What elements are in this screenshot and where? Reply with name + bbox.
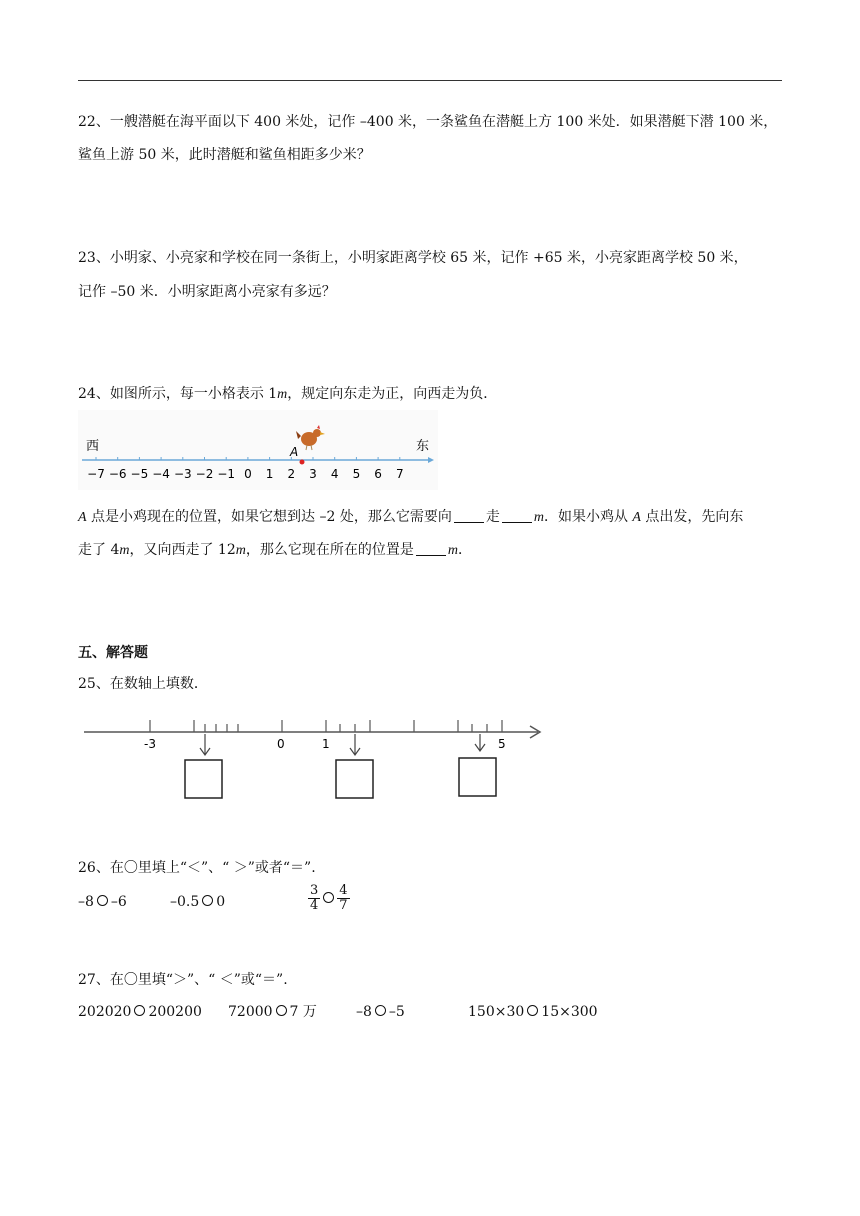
tick-label: −1	[217, 467, 236, 481]
q24-unit-5: m	[447, 543, 458, 558]
tick-label: 0	[244, 467, 252, 481]
answer-blank-position[interactable]	[416, 541, 446, 556]
q23-line1: 23、小明家、小亮家和学校在同一条街上，小明家距离学校 65 米，记作 +65 米，小亮家距离学校 50 米，	[78, 250, 748, 266]
q26-e1-left: –8	[78, 894, 94, 910]
q24-l2-a: 走了 4	[78, 542, 120, 558]
q24-l1-a: A	[78, 510, 87, 525]
q27-expressions	[78, 1002, 788, 1026]
q24-unit-2: m	[533, 510, 544, 525]
down-arrow-icons	[200, 734, 485, 755]
label-1: 1	[322, 737, 330, 751]
q22-line1: 22、一艘潜艇在海平面以下 400 米处，记作 –400 米，一条鲨鱼在潜艇上方 100 米处．如果潜艇下潜 100 米，	[78, 114, 778, 130]
point-a-label: A	[290, 445, 299, 459]
answer-blank-direction[interactable]	[454, 508, 484, 523]
q27-text: 27、在〇里填“＞”、“ ＜”或“＝”.	[78, 972, 288, 988]
west-label: 西	[86, 439, 100, 454]
compare-circle[interactable]	[97, 895, 108, 906]
answer-box-1[interactable]	[185, 760, 222, 798]
q27-e1-right: 200200	[148, 1004, 202, 1020]
answer-box-2[interactable]	[336, 760, 373, 798]
q24-l2-b: ，又向西走了 12	[129, 542, 236, 558]
q24-unit-4: m	[235, 543, 246, 558]
q24-question-line2	[78, 540, 788, 561]
tick-label: −5	[130, 467, 149, 481]
q27-e2-right: 7 万	[289, 1004, 317, 1020]
point-a-dot	[300, 460, 305, 465]
q27-e4-left: 150×30	[468, 1004, 525, 1020]
q26-e1-right: –6	[110, 894, 127, 910]
q24-question-line1	[78, 507, 788, 528]
compare-circle[interactable]	[134, 1005, 145, 1016]
q27-e3-left: –8	[356, 1004, 372, 1020]
label-5: 5	[498, 737, 506, 751]
header-rule	[78, 80, 782, 81]
q24-l1-e: A	[632, 510, 641, 525]
fraction-4-7: $\frac{4}{7}$	[339, 883, 348, 913]
q24-number-line-figure	[78, 410, 438, 490]
q24-l1-c: 走	[485, 509, 500, 525]
tick-label: 6	[374, 467, 382, 481]
q24-l2-c: ，那么它现在所在的位置是	[245, 542, 414, 558]
tick-label: 1	[265, 467, 274, 481]
q24-intro	[78, 384, 788, 405]
compare-circle[interactable]	[323, 892, 334, 903]
q24-intro-a: 24、如图所示，每一小格表示 1	[78, 386, 278, 402]
tick-label: −6	[108, 467, 127, 481]
answer-blank-distance[interactable]	[502, 508, 532, 523]
compare-circle[interactable]	[527, 1005, 538, 1016]
q24-l1-d: ．如果小鸡从	[543, 509, 633, 525]
q24-l2-d: ．	[458, 542, 472, 558]
tick-label: 5	[352, 467, 361, 481]
answer-box-3[interactable]	[459, 758, 496, 796]
q24-l1-b: 点是小鸡现在的位置，如果它想到达 –2 处，那么它需要向	[86, 509, 452, 525]
q24-unit: m	[277, 387, 288, 402]
label-minus3: -3	[144, 737, 156, 751]
east-label: 东	[416, 439, 430, 454]
tick-label: 2	[287, 467, 296, 481]
q22-line2: 鲨鱼上游 50 米，此时潜艇和鲨鱼相距多少米？	[78, 147, 371, 163]
fraction-3-4: $\frac{3}{4}$	[310, 883, 319, 913]
q26-e2-left: –0.5	[170, 894, 200, 910]
compare-circle[interactable]	[375, 1005, 386, 1016]
tick-label: 3	[309, 467, 317, 481]
tick-label: 7	[395, 467, 404, 481]
q24-unit-3: m	[119, 543, 130, 558]
q26-expressions	[78, 883, 788, 930]
tick-label: 4	[330, 467, 339, 481]
q24-l1-f: 点出发，先向东	[640, 509, 744, 525]
section-title: 五、解答题	[78, 645, 148, 661]
q25-number-line-figure	[78, 710, 548, 805]
tick-label: −2	[195, 467, 214, 481]
tick-label: −4	[152, 467, 170, 481]
q27-e3-right: –5	[388, 1004, 405, 1020]
compare-circle[interactable]	[276, 1005, 287, 1016]
tick-label: −3	[173, 467, 192, 481]
q26-e2-right: 0	[216, 894, 226, 910]
q24-intro-b: ，规定向东走为正，向西走为负．	[287, 386, 498, 402]
q26-text: 26、在〇里填上“＜”、“ ＞”或者“＝”.	[78, 860, 316, 876]
q27-e1-left: 202020	[78, 1004, 132, 1020]
axis-ticks	[150, 720, 502, 732]
q27-e4-right: 15×300	[541, 1004, 598, 1020]
label-0: 0	[277, 737, 285, 751]
q27-e2-left: 72000	[228, 1004, 273, 1020]
q25-text: 25、在数轴上填数．	[78, 676, 208, 692]
compare-circle[interactable]	[202, 895, 213, 906]
q23-line2: 记作 –50 米．小明家距离小亮家有多远？	[78, 284, 336, 300]
tick-label: −7	[87, 467, 105, 481]
